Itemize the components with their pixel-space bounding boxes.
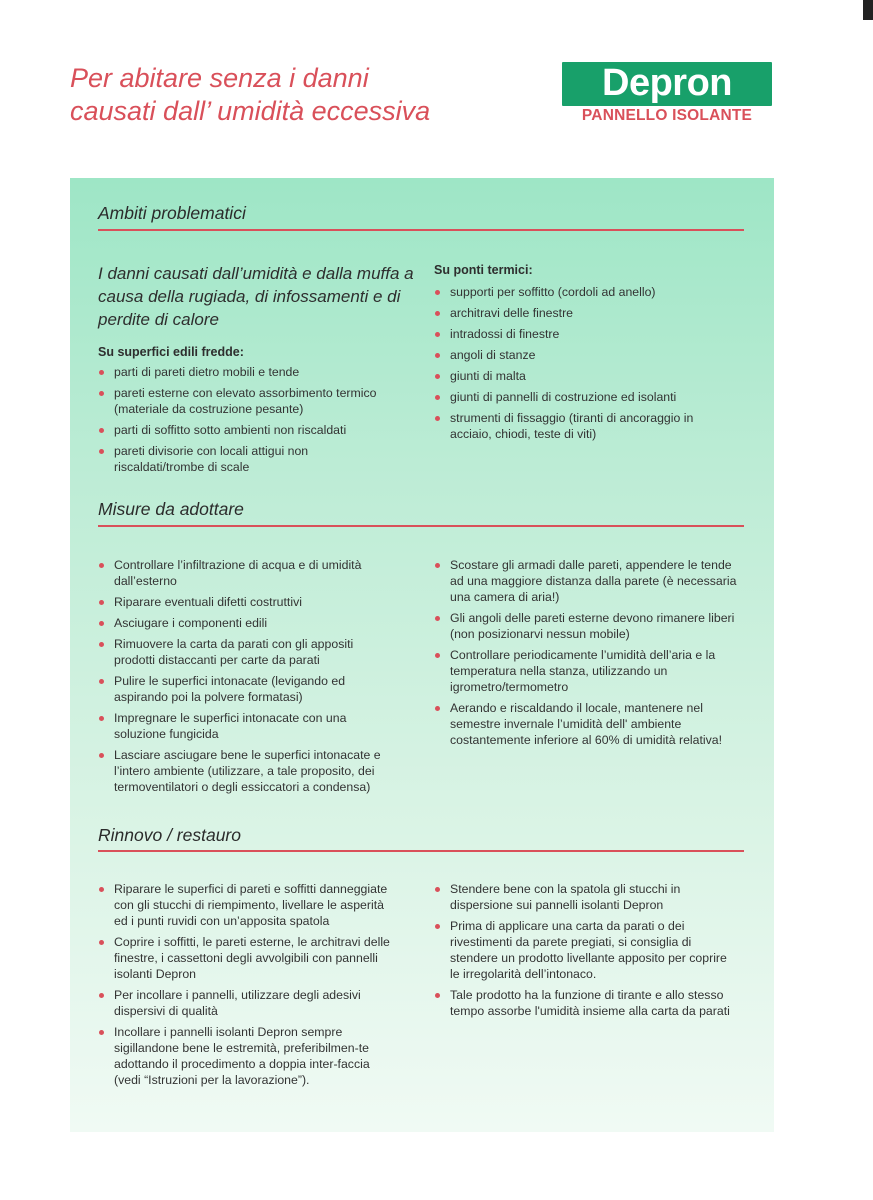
- headline-line-1: Per abitare senza i danni: [70, 63, 369, 93]
- list-item: Aerando e riscaldando il locale, mantenere nel semestre invernale l’umidità dell' ambiente costantemente inferiore al 60% di umidità relativa!: [434, 700, 742, 748]
- list-item: Gli angoli delle pareti esterne devono rimanere liberi (non posizionarvi nessun mobile): [434, 610, 742, 642]
- headline-line-2: causati dall’ umidità eccessiva: [70, 96, 431, 126]
- cold-surfaces-heading: Su superfici edili fredde:: [98, 345, 244, 359]
- list-item: architravi delle finestre: [434, 305, 714, 321]
- corner-mark: [863, 0, 873, 20]
- logo-tagline: PANNELLO ISOLANTE: [581, 107, 753, 124]
- section-rule-misure: [98, 525, 744, 527]
- list-item: giunti di malta: [434, 368, 714, 384]
- list-item: parti di pareti dietro mobili e tende: [98, 364, 388, 380]
- list-item: angoli di stanze: [434, 347, 714, 363]
- list-item: Controllare periodicamente l’umidità dell’aria e la temperatura nella stanza, utilizzando un igrometro/termometro: [434, 647, 742, 695]
- section-rule-rinnovo: [98, 850, 744, 852]
- section-rule-ambiti: [98, 229, 744, 231]
- list-item: strumenti di fissaggio (tiranti di ancoraggio in acciaio, chiodi, teste di viti): [434, 410, 714, 442]
- list-item: Rimuovere la carta da parati con gli appositi prodotti distaccanti per carte da parati: [98, 636, 388, 668]
- list-item: parti di soffitto sotto ambienti non riscaldati: [98, 422, 388, 438]
- list-item: Prima di applicare una carta da parati o dei rivestimenti da parete pregiati, si consiglia di stendere un prodotto livellante apposito per coprire le irregolarità dell’intonaco.: [434, 918, 734, 982]
- list-item: Asciugare i componenti edili: [98, 615, 388, 631]
- list-item: Per incollare i pannelli, utilizzare degli adesivi dispersivi di qualità: [98, 987, 398, 1019]
- list-item: pareti esterne con elevato assorbimento termico (materiale da costruzione pesante): [98, 385, 388, 417]
- section-title-rinnovo: Rinnovo / restauro: [98, 825, 241, 845]
- cold-surfaces-list: [98, 364, 388, 480]
- section-title-misure: Misure da adottare: [98, 499, 244, 519]
- misure-list-right: [434, 557, 742, 753]
- thermal-bridges-list: [434, 284, 714, 447]
- thermal-bridges-heading: Su ponti termici:: [434, 263, 533, 277]
- list-item: Impregnare le superfici intonacate con una soluzione fungicida: [98, 710, 388, 742]
- list-item: Scostare gli armadi dalle pareti, appendere le tende ad una maggiore distanza dalla parete (è necessaria una camera di aria!): [434, 557, 742, 605]
- list-item: giunti di pannelli di costruzione ed isolanti: [434, 389, 714, 405]
- list-item: pareti divisorie con locali attigui non riscaldati/trombe di scale: [98, 443, 388, 475]
- misure-list-left: [98, 557, 388, 800]
- page-headline: [70, 62, 540, 128]
- depron-logo: [562, 62, 772, 125]
- list-item: supporti per soffitto (cordoli ad anello): [434, 284, 714, 300]
- rinnovo-list-right: [434, 881, 734, 1024]
- section-title-ambiti: Ambiti problematici: [98, 203, 246, 223]
- list-item: Incollare i pannelli isolanti Depron sempre sigillandone bene le estremità, preferibilmen-te adottando il procedimento a doppia inter-faccia (vedi “Istruzioni per la lavorazione”).: [98, 1024, 398, 1088]
- logo-brand: Depron: [562, 62, 772, 106]
- list-item: Riparare eventuali difetti costruttivi: [98, 594, 388, 610]
- list-item: intradossi di finestre: [434, 326, 714, 342]
- list-item: Tale prodotto ha la funzione di tirante e allo stesso tempo assorbe l'umidità insieme alla carta da parati: [434, 987, 734, 1019]
- rinnovo-list-left: [98, 881, 398, 1093]
- list-item: Pulire le superfici intonacate (levigando ed aspirando poi la polvere formatasi): [98, 673, 388, 705]
- ambiti-intro: I danni causati dall’umidità e dalla muffa a causa della rugiada, di infossamenti e di perdite di calore: [98, 264, 414, 329]
- list-item: Controllare l’infiltrazione di acqua e di umidità dall’esterno: [98, 557, 388, 589]
- list-item: Stendere bene con la spatola gli stucchi in dispersione sui pannelli isolanti Depron: [434, 881, 734, 913]
- list-item: Riparare le superfici di pareti e soffitti danneggiate con gli stucchi di riempimento, livellare le asperità ed i punti ruvidi con un’apposita spatola: [98, 881, 398, 929]
- list-item: Lasciare asciugare bene le superfici intonacate e l’intero ambiente (utilizzare, a tale proposito, dei termoventilatori o degli essiccatori a condensa): [98, 747, 388, 795]
- list-item: Coprire i soffitti, le pareti esterne, le architravi delle finestre, i cassettoni degli avvolgibili con pannelli isolanti Depron: [98, 934, 398, 982]
